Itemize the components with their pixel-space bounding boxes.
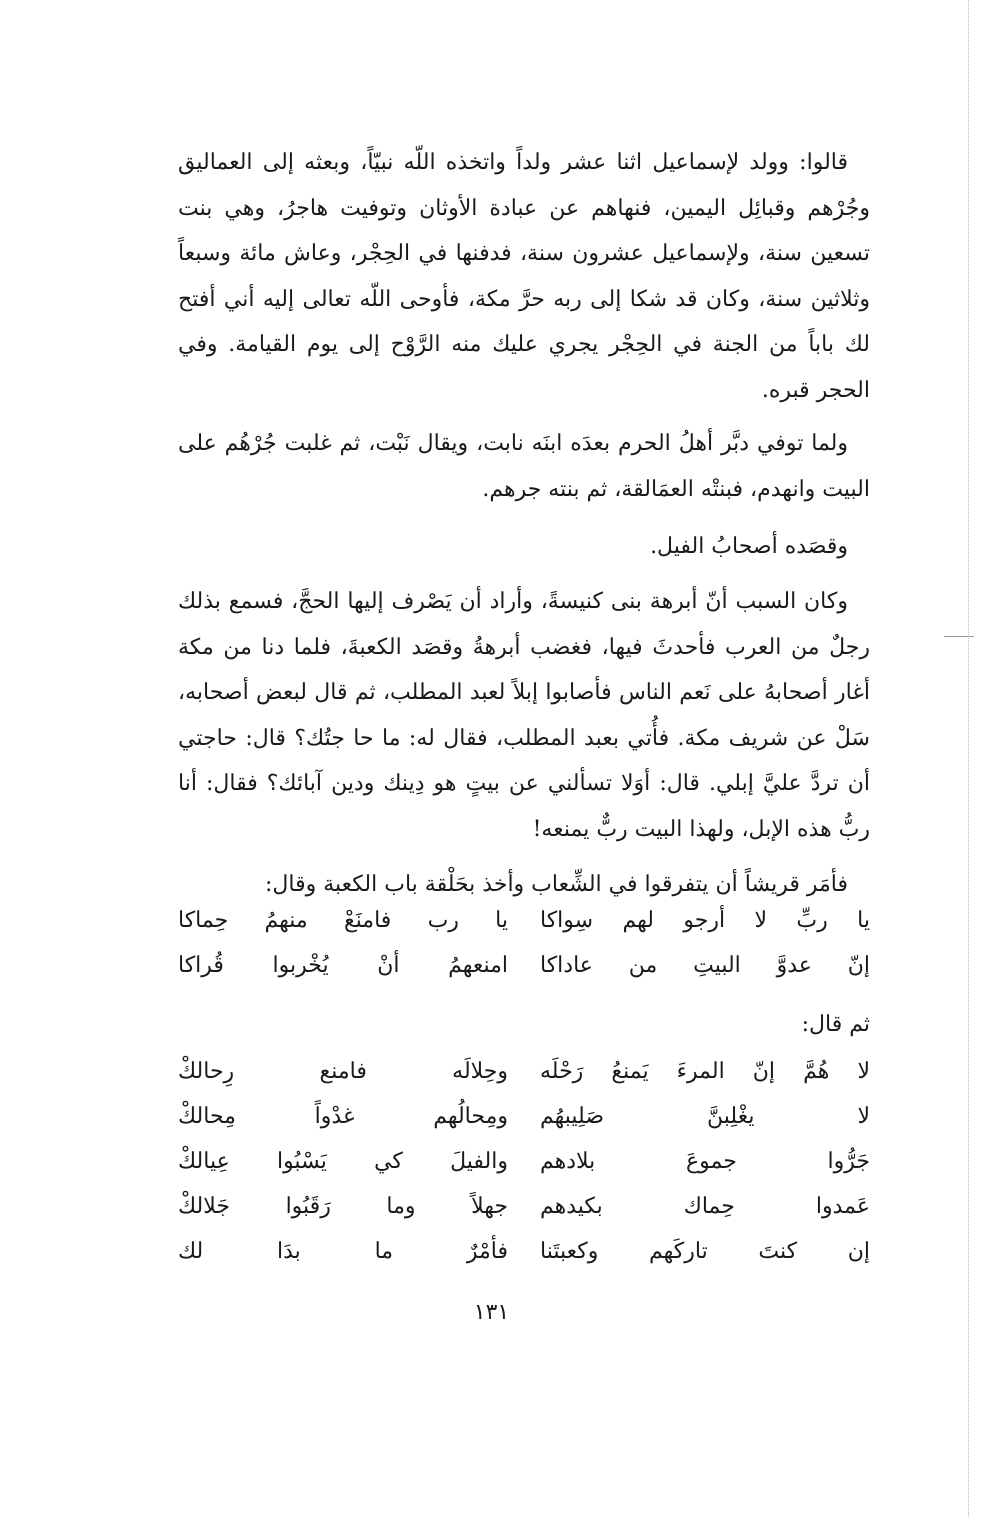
paragraph-elephant <box>178 524 870 570</box>
poem-verse <box>178 1059 870 1104</box>
paragraph-quraysh <box>178 862 870 908</box>
verse-first-hemistich: يا ربِّ لا أرجو لهم سِواكا <box>540 908 870 933</box>
scan-edge-line <box>968 0 969 1517</box>
verse-first-hemistich: لا هُمَّ إنّ المرءَ يَمنعُ رَحْلَه <box>540 1059 870 1084</box>
verse-second-hemistich: وحِلالَه فامنع رِحالكْ <box>178 1059 508 1084</box>
paragraph-text: وقصَده أصحابُ الفيل. <box>650 534 848 559</box>
paragraph-text: ولما توفي دبَّر أهلُ الحرم بعدَه ابنَه نابت، ويقال نَبْت، ثم غلبت جُرْهُم على البيت وانهدم، فبنتْه العمَالقة، ثم بنته جرهم. <box>178 431 870 502</box>
verse-second-hemistich: جهلاً وما رَقَبُوا جَلالكْ <box>178 1194 508 1219</box>
paragraph-text: قالوا: وولد لإسماعيل اثنا عشر ولداً واتخذه اللّه نبيّاً، وبعثه إلى العماليق وجُرْهم وقبائِل اليمين، فنهاهم عن عبادة الأوثان وتوفيت هاجرُ، وهي بنت تسعين سنة، ولإسماعيل عشرون سنة، فدفنها في الحِجْر، وعاش مائة وسبعاً وثلاثين سنة، وكان قد شكا إلى ربه حرَّ مكة، فأوحى اللّه تعالى إليه أني أفتح لك باباً من الجنة في الحِجْر يجري عليك منه الرَّوْح إلى يوم القيامة. وفي الحجر قبره. <box>178 150 870 403</box>
poem-second <box>178 1059 870 1284</box>
verse-first-hemistich: إن كنتَ تاركَهم وكعبتَنا <box>540 1239 870 1264</box>
poem-verse <box>178 1149 870 1194</box>
poem-intro: ثم قال: <box>801 1012 870 1037</box>
verse-first-hemistich: لا يغْلِبنَّ صَلِيبهُم <box>540 1104 870 1129</box>
poem-verse <box>178 1104 870 1149</box>
page-number: ١٣١ <box>473 1300 510 1325</box>
poem-verse <box>178 908 870 953</box>
verse-second-hemistich: ومِحالُهم غدْواً مِحالكْ <box>178 1104 508 1129</box>
verse-second-hemistich: يا رب فامنَعْ منهمُ حِماكا <box>178 908 508 933</box>
verse-first-hemistich: إنّ عدوَّ البيتِ من عاداكا <box>540 953 870 978</box>
paragraph-text: فأمَر قريشاً أن يتفرقوا في الشِّعاب وأخذ بحَلْقة باب الكعبة وقال: <box>265 872 848 897</box>
paragraph-jurhum <box>178 421 870 512</box>
poem-verse <box>178 953 870 998</box>
scan-edge-tick <box>944 636 974 637</box>
verse-second-hemistich: امنعهمُ أنْ يُخْربوا قُراكا <box>178 953 508 978</box>
paragraph-text: وكان السبب أنّ أبرهة بنى كنيسةً، وأراد أن يَصْرف إليها الحجَّ، فسمع بذلك رجلٌ من العرب فأحدثَ فيها، فغضب أبرهةُ وقصَد الكعبةَ، فلما دنا من مكة أغار أصحابهُ على نَعم الناس فأصابوا إبلاً لعبد المطلب، ثم قال لبعض أصحابه، سَلْ عن شريف مكة. فأُتي بعبد المطلب، فقال له: ما حا جتُك؟ قال: حاجتي أن تردَّ عليَّ إبلي. قال: أوَلا تسألني عن بيتٍ هو دِينك ودين آبائك؟ فقال: أنا ربُّ هذه الإبل، ولهذا البيت ربٌّ يمنعه! <box>178 589 870 842</box>
poem-first <box>178 908 870 998</box>
paragraph-abraha <box>178 579 870 852</box>
paragraph-ismail <box>178 140 870 413</box>
verse-first-hemistich: عَمدوا حِماك بكيدهم <box>540 1194 870 1219</box>
verse-first-hemistich: جَرُّوا جموعَ بلادهم <box>540 1149 870 1174</box>
verse-second-hemistich: فأمْرٌ ما بدَا لك <box>178 1239 508 1264</box>
poem-verse <box>178 1194 870 1239</box>
verse-second-hemistich: والفيلَ كي يَسْبُوا عِيالكْ <box>178 1149 508 1174</box>
poem-verse <box>178 1239 870 1284</box>
